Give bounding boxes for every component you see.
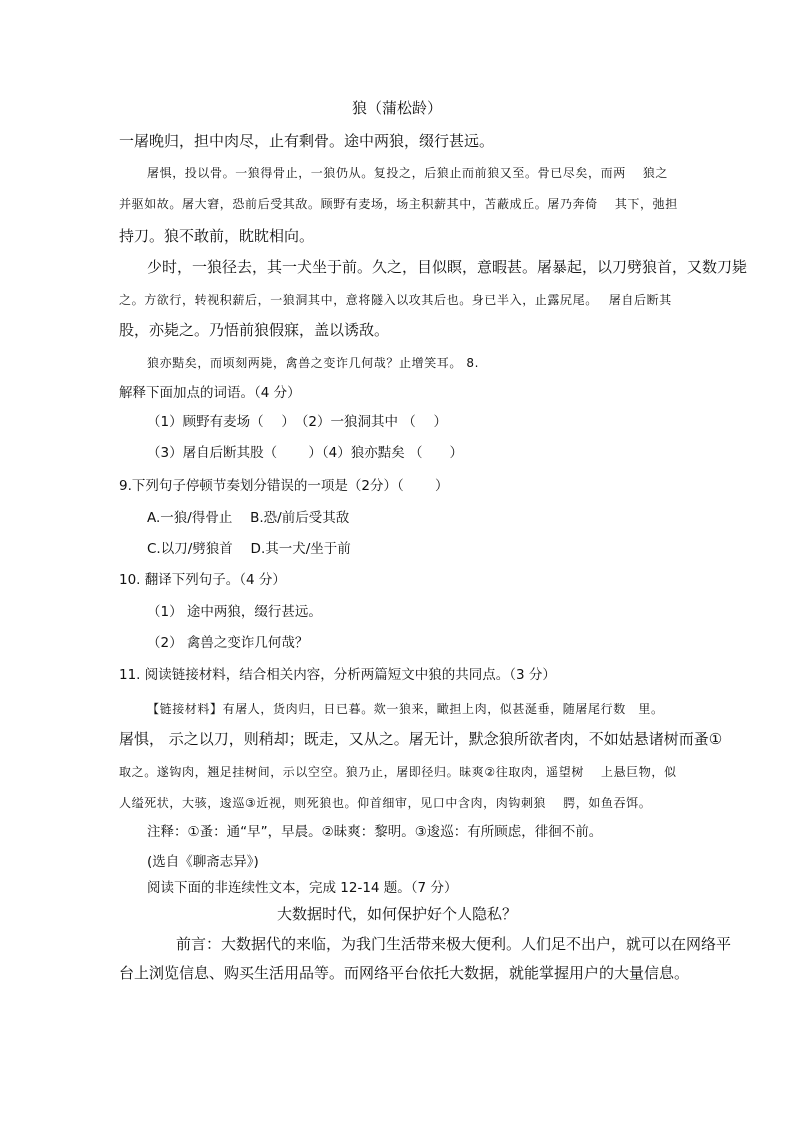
link-material-line: 屠惧， 示之以刀，则稍却；既走，又从之。屠无计，默念狼所欲者肉，不如姑悬诸树而蚤① <box>119 730 723 748</box>
passage-line: 少时，一狼径去，其一犬坐于前。久之，目似瞑，意暇甚。屠暴起，以刀劈狼首，又数刀毙 <box>147 258 748 276</box>
section-instruction: 阅读下面的非连续性文本，完成 12-14 题。（7 分） <box>147 880 458 896</box>
question-10-item: （1） 途中两狼，缀行甚远。 <box>147 604 322 620</box>
question-9-stem: 9.下列句子停顿节奏划分错误的一项是（2分）（ ） <box>119 478 449 494</box>
link-material-line: 人缢死状，大骇，逡巡③近视，则死狼也。仰首细审，见口中含肉，肉钩刺狼 腭，如鱼吞饵。 <box>119 796 652 810</box>
annotation-note: 注释：①蚤：通“早”，早晨。②昧爽：黎明。③逡巡：有所顾虑，徘徊不前。 <box>147 824 603 840</box>
source-citation: (选自《聊斋志异》) <box>147 854 259 870</box>
link-material-line: 【链接材料】有屠人，货肉归，日已暮。欻一狼来，瞰担上肉，似甚涎垂，随屠尾行数 里。 <box>147 702 664 716</box>
passage-line: 屠惧，投以骨。一狼得骨止，一狼仍从。复投之，后狼止而前狼又至。骨已尽矣，而两 狼之 <box>147 166 669 180</box>
article-title: 大数据时代，如何保护好个人隐私？ <box>276 905 517 923</box>
question-10-stem: 10. 翻译下列句子。（4 分） <box>119 572 286 588</box>
question-8-items: （1）顾野有麦场（ ） （2）一狼洞其中 （ ） <box>147 414 448 430</box>
article-paragraph: 前言：大数据代的来临，为我门生活带来极大便利。人们足不出户，就可以在网络平 <box>176 935 732 953</box>
article-paragraph: 台上浏览信息、购买生活用品等。而网络平台依托大数据，就能掌握用户的大量信息。 <box>119 964 690 982</box>
passage-line: 狼亦黠矣，而顷刻两毙，禽兽之变诈几何哉？止增笑耳。 8. <box>147 356 480 370</box>
question-8-items: （3）屠自后断其股（ ）（4）狼亦黠矣 （ ） <box>147 445 464 461</box>
question-10-item: （2） 禽兽之变诈几何哉？ <box>147 635 309 651</box>
passage-line: 持刀。狼不敢前，眈眈相向。 <box>119 227 315 245</box>
question-9-options: A.一狼/得骨止 B.恐/前后受其敌 <box>147 510 350 526</box>
passage-line: 并驱如故。屠大窘，恐前后受其敌。顾野有麦场，场主积薪其中，苫蔽成丘。屠乃奔倚 其下，弛担 <box>119 197 678 211</box>
passage-line: 股，亦毙之。乃悟前狼假寐，盖以诱敌。 <box>119 321 390 339</box>
question-11-stem: 11. 阅读链接材料，结合相关内容，分析两篇短文中狼的共同点。（3 分） <box>119 667 556 683</box>
passage-line: 之。方欲行，转视积薪后，一狼洞其中，意将隧入以攻其后也。身已半入，止露尻尾。 屠自后断其 <box>119 293 672 307</box>
link-material-line: 取之。遂钩肉，翘足挂树间，示以空空。狼乃止，屠即径归。昧爽②往取肉，遥望树 上悬巨物，似 <box>119 765 677 779</box>
passage-title: 狼（蒲松龄） <box>351 99 442 117</box>
passage-line: 一屠晚归，担中肉尽，止有剩骨。途中两狼，缀行甚远。 <box>119 132 495 150</box>
question-9-options: C.以刀/劈狼首 D.其一犬/坐于前 <box>147 541 351 557</box>
question-8-stem: 解释下面加点的词语。（4 分） <box>119 385 301 401</box>
